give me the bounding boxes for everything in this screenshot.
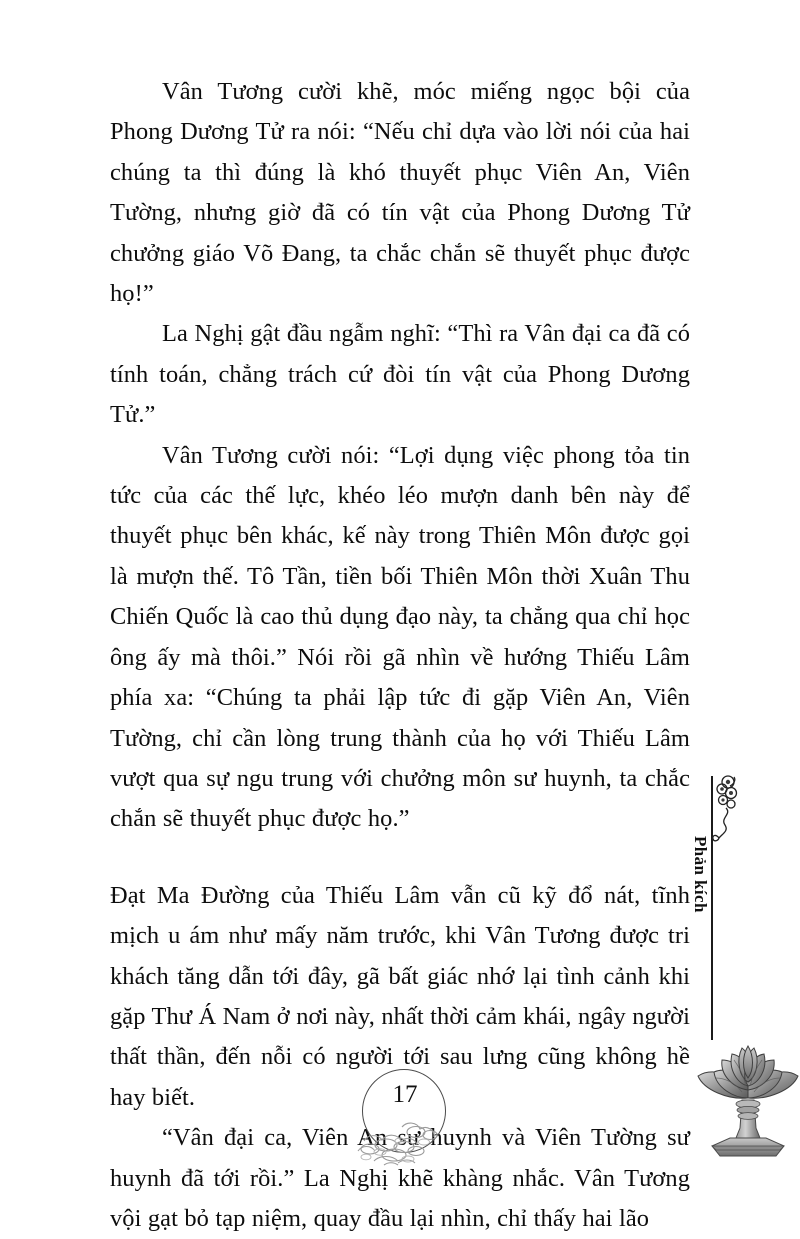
lotus-pedestal-illustration [694,1028,800,1168]
paragraph: La Nghị gật đầu ngẫm nghĩ: “Thì ra Vân đại ca đã có tính toán, chẳng trách cứ đòi tín vật của Phong Dương Tử.” [110,320,690,429]
paragraph: “Vân đại ca, Viên An sư huynh và Viên Tường sư huynh đã tới rồi.” La Nghị khẽ khàng nhắc. Vân Tương vội gạt bỏ tạp niệm, quay đầu lại nhìn, chỉ thấy hai lão [110,1124,690,1232]
running-head: Phản kích [691,836,710,913]
paragraph: Vân Tương cười nói: “Lợi dụng việc phong tỏa tin tức của các thế lực, khéo léo mượn danh bên này để thuyết phục bên khác, kế này trong Thiên Môn được gọi là mượn thế. Tô Tần, tiền bối Thiên Môn thời Xuân Thu Chiến Quốc là cao thủ dụng đạo này, ta chẳng qua chỉ học ông ấy mà thôi.” Nói rồi gã nhìn về hướng Thiếu Lâm phía xa: “Chúng ta phải lập tức đi gặp Viên An, Viên Tường, chỉ cần lòng trung thành của họ với Thiếu Lâm vượt qua sự ngu trung với chưởng môn sư huynh, ta chắc chắn sẽ thuyết phục được họ.” [110,441,690,833]
paragraph: Vân Tương cười khẽ, móc miếng ngọc bội của Phong Dương Tử ra nói: “Nếu chỉ dựa vào lời nói của hai chúng ta thì đúng là khó thuyết phục Viên An, Viên Tường, nhưng giờ đã có tín vật của Phong Dương Tử chưởng giáo Võ Đang, ta chắc chắn sẽ thuyết phục được họ!” [110,78,690,308]
paragraph: Đạt Ma Đường của Thiếu Lâm vẫn cũ kỹ đổ nát, tĩnh mịch u ám như mấy năm trước, khi Vân Tương được tri khách tăng dẫn tới đây, gã bất giác nhớ lại tình cảnh khi gặp Thư Á Nam ở nơi này, nhất thời cảm khái, ngây người thất thần, đến nỗi có người tới sau lưng cũng không hề hay biết. [110,881,690,1111]
section-break [110,840,690,876]
cloud-motif-icon [340,1107,470,1169]
floral-vine-ornament-icon [706,772,746,844]
folio [340,1063,470,1169]
page-number: 17 [392,1081,418,1108]
